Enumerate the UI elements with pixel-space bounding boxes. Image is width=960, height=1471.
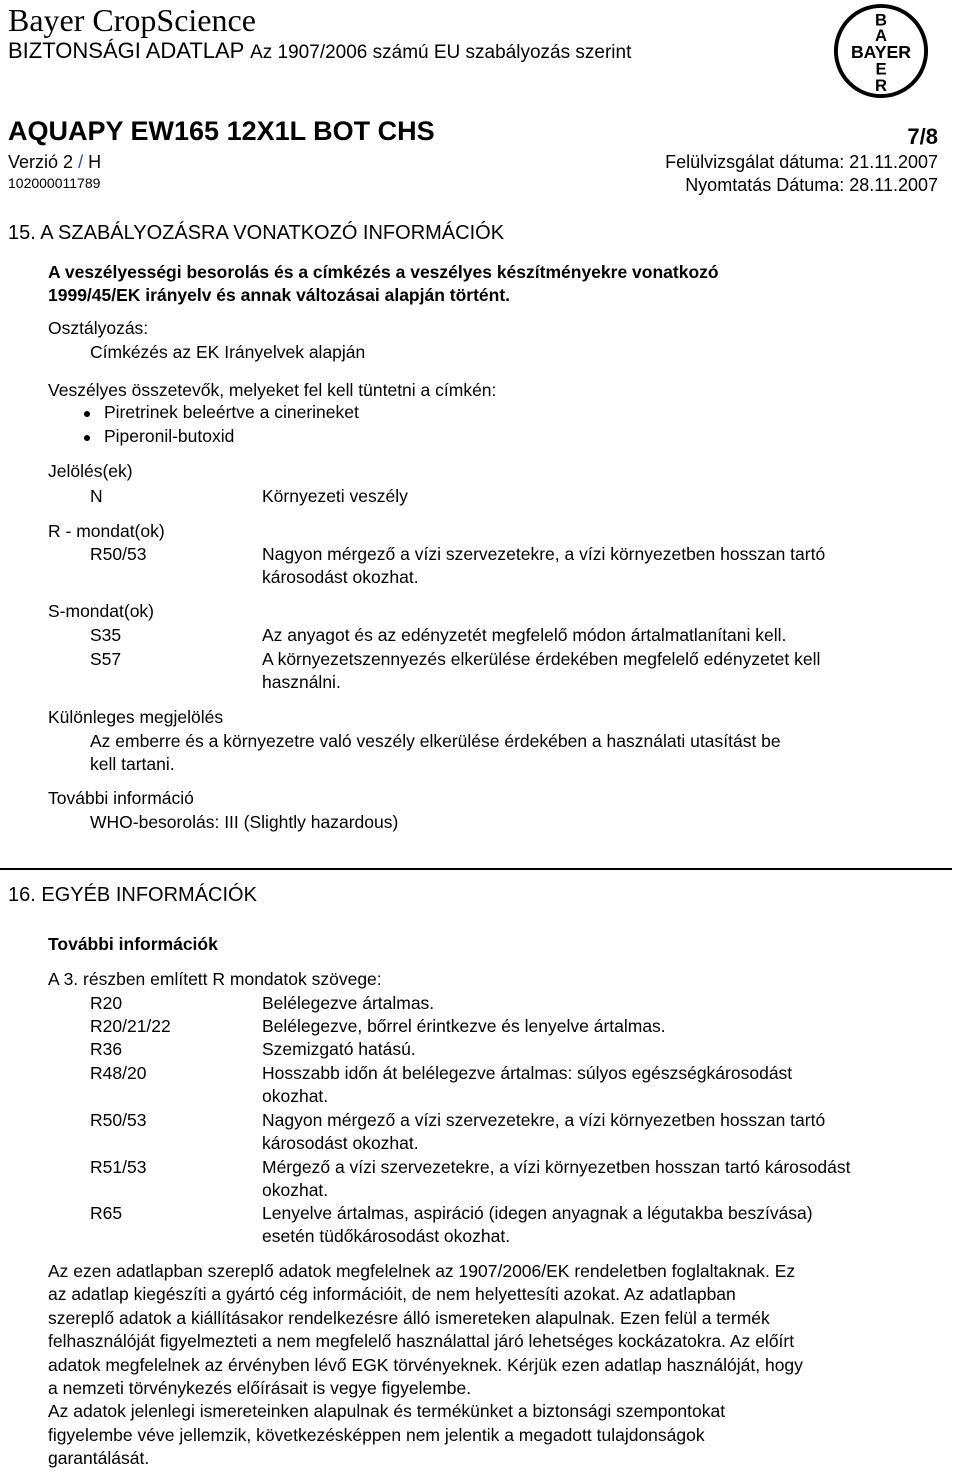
symbol-label: Jelölés(ek) (48, 461, 133, 481)
symbol-code: N (90, 486, 103, 506)
footer-line: garantálását. (48, 1448, 150, 1469)
r-phrase-text-cont: károsodást okozhat. (262, 1133, 419, 1153)
s-phrase-text: A környezetszennyezés elkerülése érdekében megfelelő edényzetet kell (262, 649, 821, 669)
bayer-cross-logo (832, 2, 930, 100)
r-phrase-text: Mérgező a vízi szervezetekre, a vízi környezetben hosszan tartó károsodást (262, 1157, 851, 1177)
section-divider (0, 868, 952, 870)
s-phrases-label: S-mondat(ok) (48, 601, 155, 621)
hazardous-item: Piperonil-butoxid (104, 426, 235, 446)
r-phrases-label: R - mondat(ok) (48, 521, 165, 541)
version-label: Verzió (8, 152, 59, 172)
brand-name: Bayer CropScience (8, 2, 256, 38)
r-phrase-text: Belélegezve, bőrrel érintkezve és lenyelve ártalmas. (262, 1016, 666, 1036)
footer-disclaimer (48, 1260, 803, 1471)
section-16-subtitle: További információk (48, 934, 218, 954)
r-phrase-code: R20/21/22 (90, 1016, 171, 1036)
footer-line: felhasználóját figyelmezteti a nem megfelelő használattal járó lehetséges kockázatokra. Az előírt (48, 1331, 795, 1352)
print-date: Nyomtatás Dátuma: 28.11.2007 (685, 175, 938, 195)
r-phrase-code: R50/53 (90, 544, 147, 564)
document-type-main: BIZTONSÁGI ADATLAP (8, 38, 244, 63)
hazardous-components-label: Veszélyes összetevők, melyeket fel kell tüntetni a címkén: (48, 380, 497, 400)
s-phrase-code: S35 (90, 625, 122, 645)
r-phrase-text: Szemizgató hatású. (262, 1039, 416, 1059)
special-marking-label: Különleges megjelölés (48, 707, 224, 727)
bullet-icon (84, 435, 90, 441)
r-phrase-text: Hosszabb időn át belélegezve ártalmas: súlyos egészségkárosodást (262, 1063, 793, 1083)
logo-horizontal-word: BAYER (850, 41, 912, 62)
r-phrase-text: Belélegezve ártalmas. (262, 993, 435, 1013)
section-15-intro-line2: 1999/45/EK irányelv és annak változásai alapján történt. (48, 285, 511, 305)
document-type-regulation: Az 1907/2006 számú EU szabályozás szerint (250, 42, 632, 63)
material-number: 102000011789 (8, 175, 101, 191)
footer-line: Az adatok jelenlegi ismereteinken alapulnak és termékünket a biztonsági szempontokat (48, 1401, 726, 1422)
footer-line: az adatlap kiegészíti a gyártó cég információit, de nem helyettesíti azokat. Az adatlapban (48, 1284, 736, 1305)
r-phrase-text: Nagyon mérgező a vízi szervezetekre, a vízi környezetben hosszan tartó (262, 1110, 826, 1130)
version-separator: / (78, 152, 84, 172)
r-texts-heading: A 3. részben említett R mondatok szövege: (48, 969, 382, 989)
r-phrase-text-line1: Nagyon mérgező a vízi szervezetekre, a vízi környezetben hosszan tartó (262, 544, 826, 564)
classification-label: Osztályozás: (48, 318, 149, 338)
s-phrase-code: S57 (90, 649, 122, 669)
r-phrase-code: R51/53 (90, 1157, 147, 1177)
r-phrase-text-cont: okozhat. (262, 1086, 329, 1106)
further-info-label: További információ (48, 788, 194, 808)
further-info-value: WHO-besorolás: III (Slightly hazardous) (90, 812, 399, 832)
section-15-intro-line1: A veszélyességi besorolás és a címkézés a veszélyes készítményekre vonatkozó (48, 262, 719, 282)
r-phrase-code: R20 (90, 993, 123, 1013)
footer-line: szereplő adatok a kiállításakor rendelkezésre álló ismereteken alapulnak. Ezen felül a termék (48, 1307, 770, 1328)
product-name: AQUAPY EW165 12X1L BOT CHS (8, 116, 435, 146)
r-phrase-code: R50/53 (90, 1110, 147, 1130)
special-marking-line1: Az emberre és a környezetre való veszély elkerülése érdekében a használati utasítást be (90, 731, 781, 751)
r-phrase-text-cont: esetén tüdőkárosodást okozhat. (262, 1226, 511, 1246)
footer-line: figyelembe véve jellemzik, következésképpen nem jelentik a megadott tulajdonságok (48, 1424, 705, 1445)
section-16-title: 16. EGYÉB INFORMÁCIÓK (8, 884, 257, 906)
r-phrase-text: Lenyelve ártalmas, aspiráció (idegen anyagnak a légutakba beszívása) (262, 1203, 813, 1223)
r-phrase-text-line2: károsodást okozhat. (262, 567, 419, 587)
hazardous-item: Piretrinek beleértve a cinerineket (104, 402, 359, 422)
version-letter: H (88, 152, 102, 172)
r-phrase-code: R36 (90, 1039, 123, 1059)
footer-line: a nemzeti törvénykezés előírásait is vegye figyelembe. (48, 1378, 472, 1399)
page-number: 7/8 (907, 124, 938, 149)
s-phrase-text-cont: használni. (262, 672, 341, 692)
logo-letter-row2: A (874, 26, 888, 46)
footer-line: adatok megfelelnek az érvényben lévő EGK törvényeknek. Kérjük ezen adatlap használóját, hogy (48, 1354, 803, 1375)
version-number: 2 (63, 152, 74, 172)
version-info (8, 152, 101, 173)
classification-value: Címkézés az EK Irányelvek alapján (90, 342, 366, 362)
bullet-icon (84, 411, 90, 417)
r-phrase-code: R65 (90, 1203, 123, 1223)
logo-letter-bottom: R (874, 76, 888, 96)
logo-letter-row4: E (875, 59, 887, 79)
section-15-title: 15. A SZABÁLYOZÁSRA VONATKOZÓ INFORMÁCIÓK (8, 222, 505, 244)
r-phrase-code: R48/20 (90, 1063, 147, 1083)
revision-date: Felülvizsgálat dátuma: 21.11.2007 (665, 152, 938, 172)
logo-letter-top: B (874, 10, 888, 30)
r-phrase-text-cont: okozhat. (262, 1180, 329, 1200)
s-phrase-text: Az anyagot és az edényzetét megfelelő módon ártalmatlanítani kell. (262, 625, 787, 645)
footer-line: Az ezen adatlapban szereplő adatok megfelelnek az 1907/2006/EK rendeletben foglaltaknak. Ez (48, 1261, 796, 1281)
document-type (8, 38, 631, 64)
special-marking-line2: kell tartani. (90, 754, 175, 774)
symbol-text: Környezeti veszély (262, 486, 408, 506)
